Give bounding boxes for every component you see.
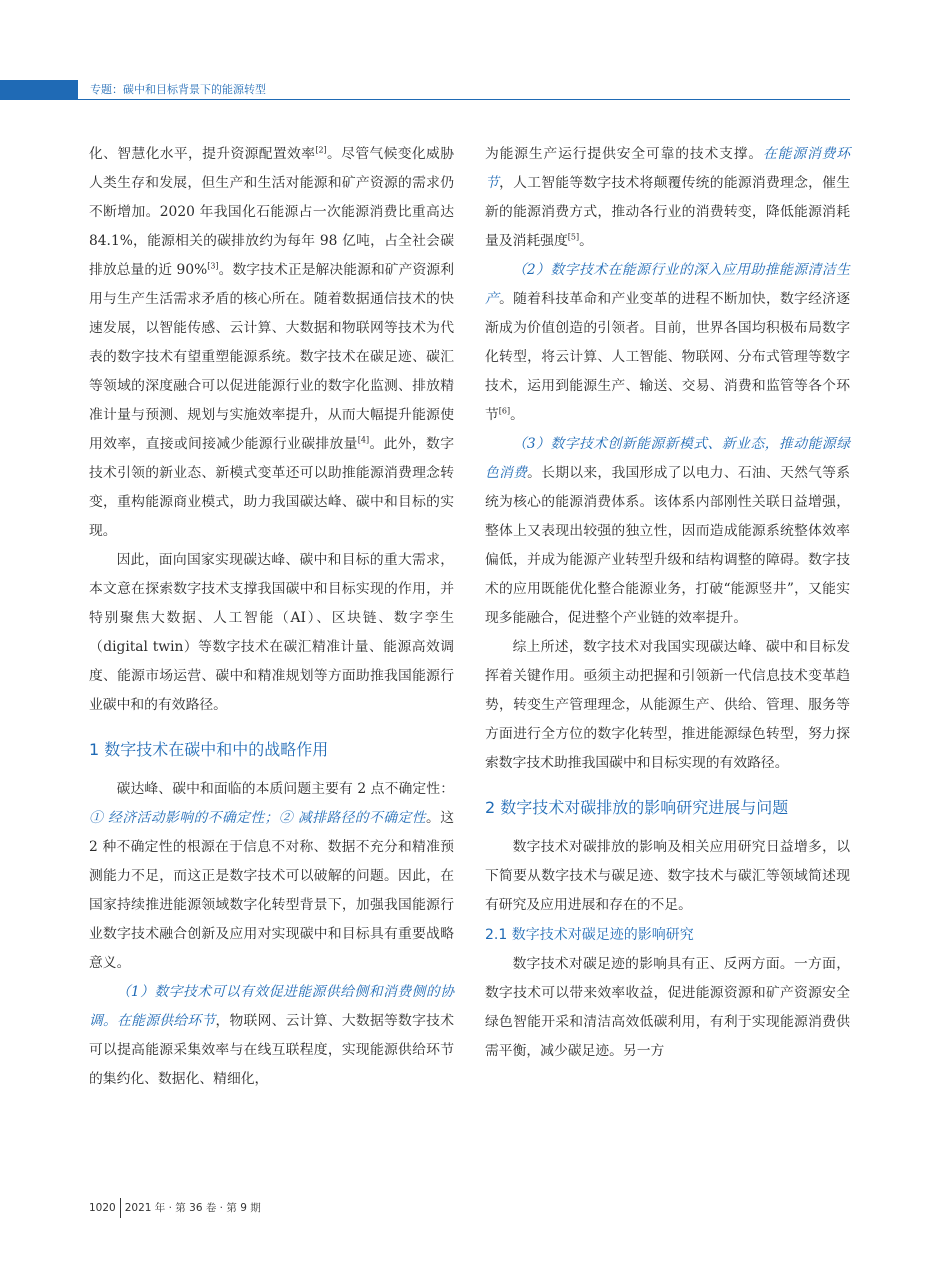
issue-info: 2021 年 · 第 36 卷 · 第 9 期 — [124, 1202, 261, 1214]
highlighted-text: ① 经济活动影响的不确定性；② 减排路径的不确定性 — [89, 810, 426, 826]
left-column — [89, 140, 454, 1094]
page-footer — [89, 1198, 261, 1218]
highlighted-text: 在能源消费环节 — [485, 146, 851, 191]
highlighted-text: （1）数字技术可以有效促进能源供给侧和消费侧的协调。在能源供给环节 — [89, 984, 454, 1029]
highlighted-text: （3）数字技术创新能源新模式、新业态，推动能源绿色消费 — [485, 436, 850, 481]
section-heading-2: 2 数字技术对碳排放的影响研究进展与问题 — [485, 798, 789, 817]
paragraph: 化、智慧化水平，提升资源配置效率[2]。尽管气候变化威胁人类生存和发展，但生产和生活对能源和矿产资源的需求仍不断增加。2020 年我国化石能源占一次能源消费比重高达 84.1%，能源相关的碳排放约为每年 98 亿吨，占全社会碳排放总量的近 90%[3]。数字技术正是解决能源和矿产资源利用与生产生活需求矛盾的核心所在。随着数据通信技术的快速发展，以智能传感、云计算、大数据和物联网等技术为代表的数字技术有望重塑能源系统。数字技术在碳足迹、碳汇等领域的深度融合可以促进能源行业的数字化监测、排放精准计量与预测、规划与实施效率提升，从而大幅提升能源使用效率，直接或间接减少能源行业碳排放量[4]。此外，数字技术引领的新业态、新模式变革还可以助推能源消费理念转变，重构能源商业模式，助力我国碳达峰、碳中和目标的实现。 — [89, 145, 455, 539]
subsection-heading-2-1: 2.1 数字技术对碳足迹的影响研究 — [485, 927, 694, 943]
highlighted-text: （2）数字技术在能源行业的深入应用助推能源清洁生产 — [485, 262, 850, 307]
paragraph: 因此，面向国家实现碳达峰、碳中和目标的重大需求，本文意在探索数字技术支撑我国碳中和目标实现的作用，并特别聚焦大数据、人工智能（AI）、区块链、数字孪生（digital twin）等数字技术在碳汇精准计量、能源高效调度、能源市场运营、碳中和精准规划等方面助推我国能源行业碳中和的有效路径。 — [89, 552, 454, 713]
paragraph: （3）数字技术创新能源新模式、新业态，推动能源绿色消费。长期以来，我国形成了以电力、石油、天然气等系统为核心的能源消费体系。该体系内部刚性关联日益增强，整体上又表现出较强的独立性，因而造成能源系统整体效率偏低，并成为能源产业转型升级和结构调整的障碍。数字技术的应用既能优化整合能源业务，打破“能源竖井”，又能实现多能融合，促进整个产业链的效率提升。 — [485, 436, 851, 626]
paragraph: 数字技术对碳排放的影响及相关应用研究日益增多，以下简要从数字技术与碳足迹、数字技术与碳汇等领域简述现有研究及应用进展和存在的不足。 — [485, 839, 850, 913]
paragraph: （1）数字技术可以有效促进能源供给侧和消费侧的协调。在能源供给环节，物联网、云计算、大数据等数字技术可以提高能源采集效率与在线互联程度，实现能源供给环节的集约化、数据化、精细化， — [89, 984, 455, 1087]
citation: [2] — [315, 145, 327, 155]
right-column — [485, 140, 850, 1066]
header-color-block — [0, 80, 78, 100]
paragraph: （2）数字技术在能源行业的深入应用助推能源清洁生产。随着科技革命和产业变革的进程不断加快，数字经济逐渐成为价值创造的引领者。目前，世界各国均积极布局数字化转型，将云计算、人工智能、物联网、分布式管理等数字技术，运用到能源生产、输送、交易、消费和监管等各个环节[6]。 — [485, 262, 851, 423]
paragraph: 数字技术对碳足迹的影响具有正、反两方面。一方面，数字技术可以带来效率收益，促进能源资源和矿产资源安全绿色智能开采和清洁高效低碳利用，有利于实现能源消费供需平衡，减少碳足迹。另一方 — [485, 956, 850, 1059]
paragraph: 碳达峰、碳中和面临的本质问题主要有 2 点不确定性：① 经济活动影响的不确定性；② 减排路径的不确定性。这 2 种不确定性的根源在于信息不对称、数据不充分和精准预测能力不足，而这正是数字技术可以破解的问题。因此，在国家持续推进能源领域数字化转型背景下，加强我国能源行业数字技术融合创新及应用对实现碳中和目标具有重要战略意义。 — [89, 781, 454, 971]
section-heading-1: 1 数字技术在碳中和中的战略作用 — [89, 740, 329, 759]
running-header — [0, 80, 950, 100]
citation: [4] — [357, 435, 370, 445]
page-number: 1020 — [89, 1198, 121, 1218]
header-title: 专题：碳中和目标背景下的能源转型 — [90, 83, 266, 96]
paragraph: 为能源生产运行提供安全可靠的技术支撑。在能源消费环节，人工智能等数字技术将颠覆传统的能源消费理念，催生新的能源消费方式，推动各行业的消费转变，降低能源消耗量及消耗强度[5]。 — [485, 146, 851, 249]
citation: [6] — [498, 406, 511, 416]
citation: [3] — [207, 261, 219, 271]
citation: [5] — [567, 232, 580, 242]
paragraph: 综上所述，数字技术对我国实现碳达峰、碳中和目标发挥着关键作用。亟须主动把握和引领新一代信息技术变革趋势，转变生产管理理念，从能源生产、供给、管理、服务等方面进行全方位的数字化转型，推进能源绿色转型，努力探索数字技术助推我国碳中和目标实现的有效路径。 — [485, 639, 850, 771]
header-rule — [78, 99, 850, 100]
